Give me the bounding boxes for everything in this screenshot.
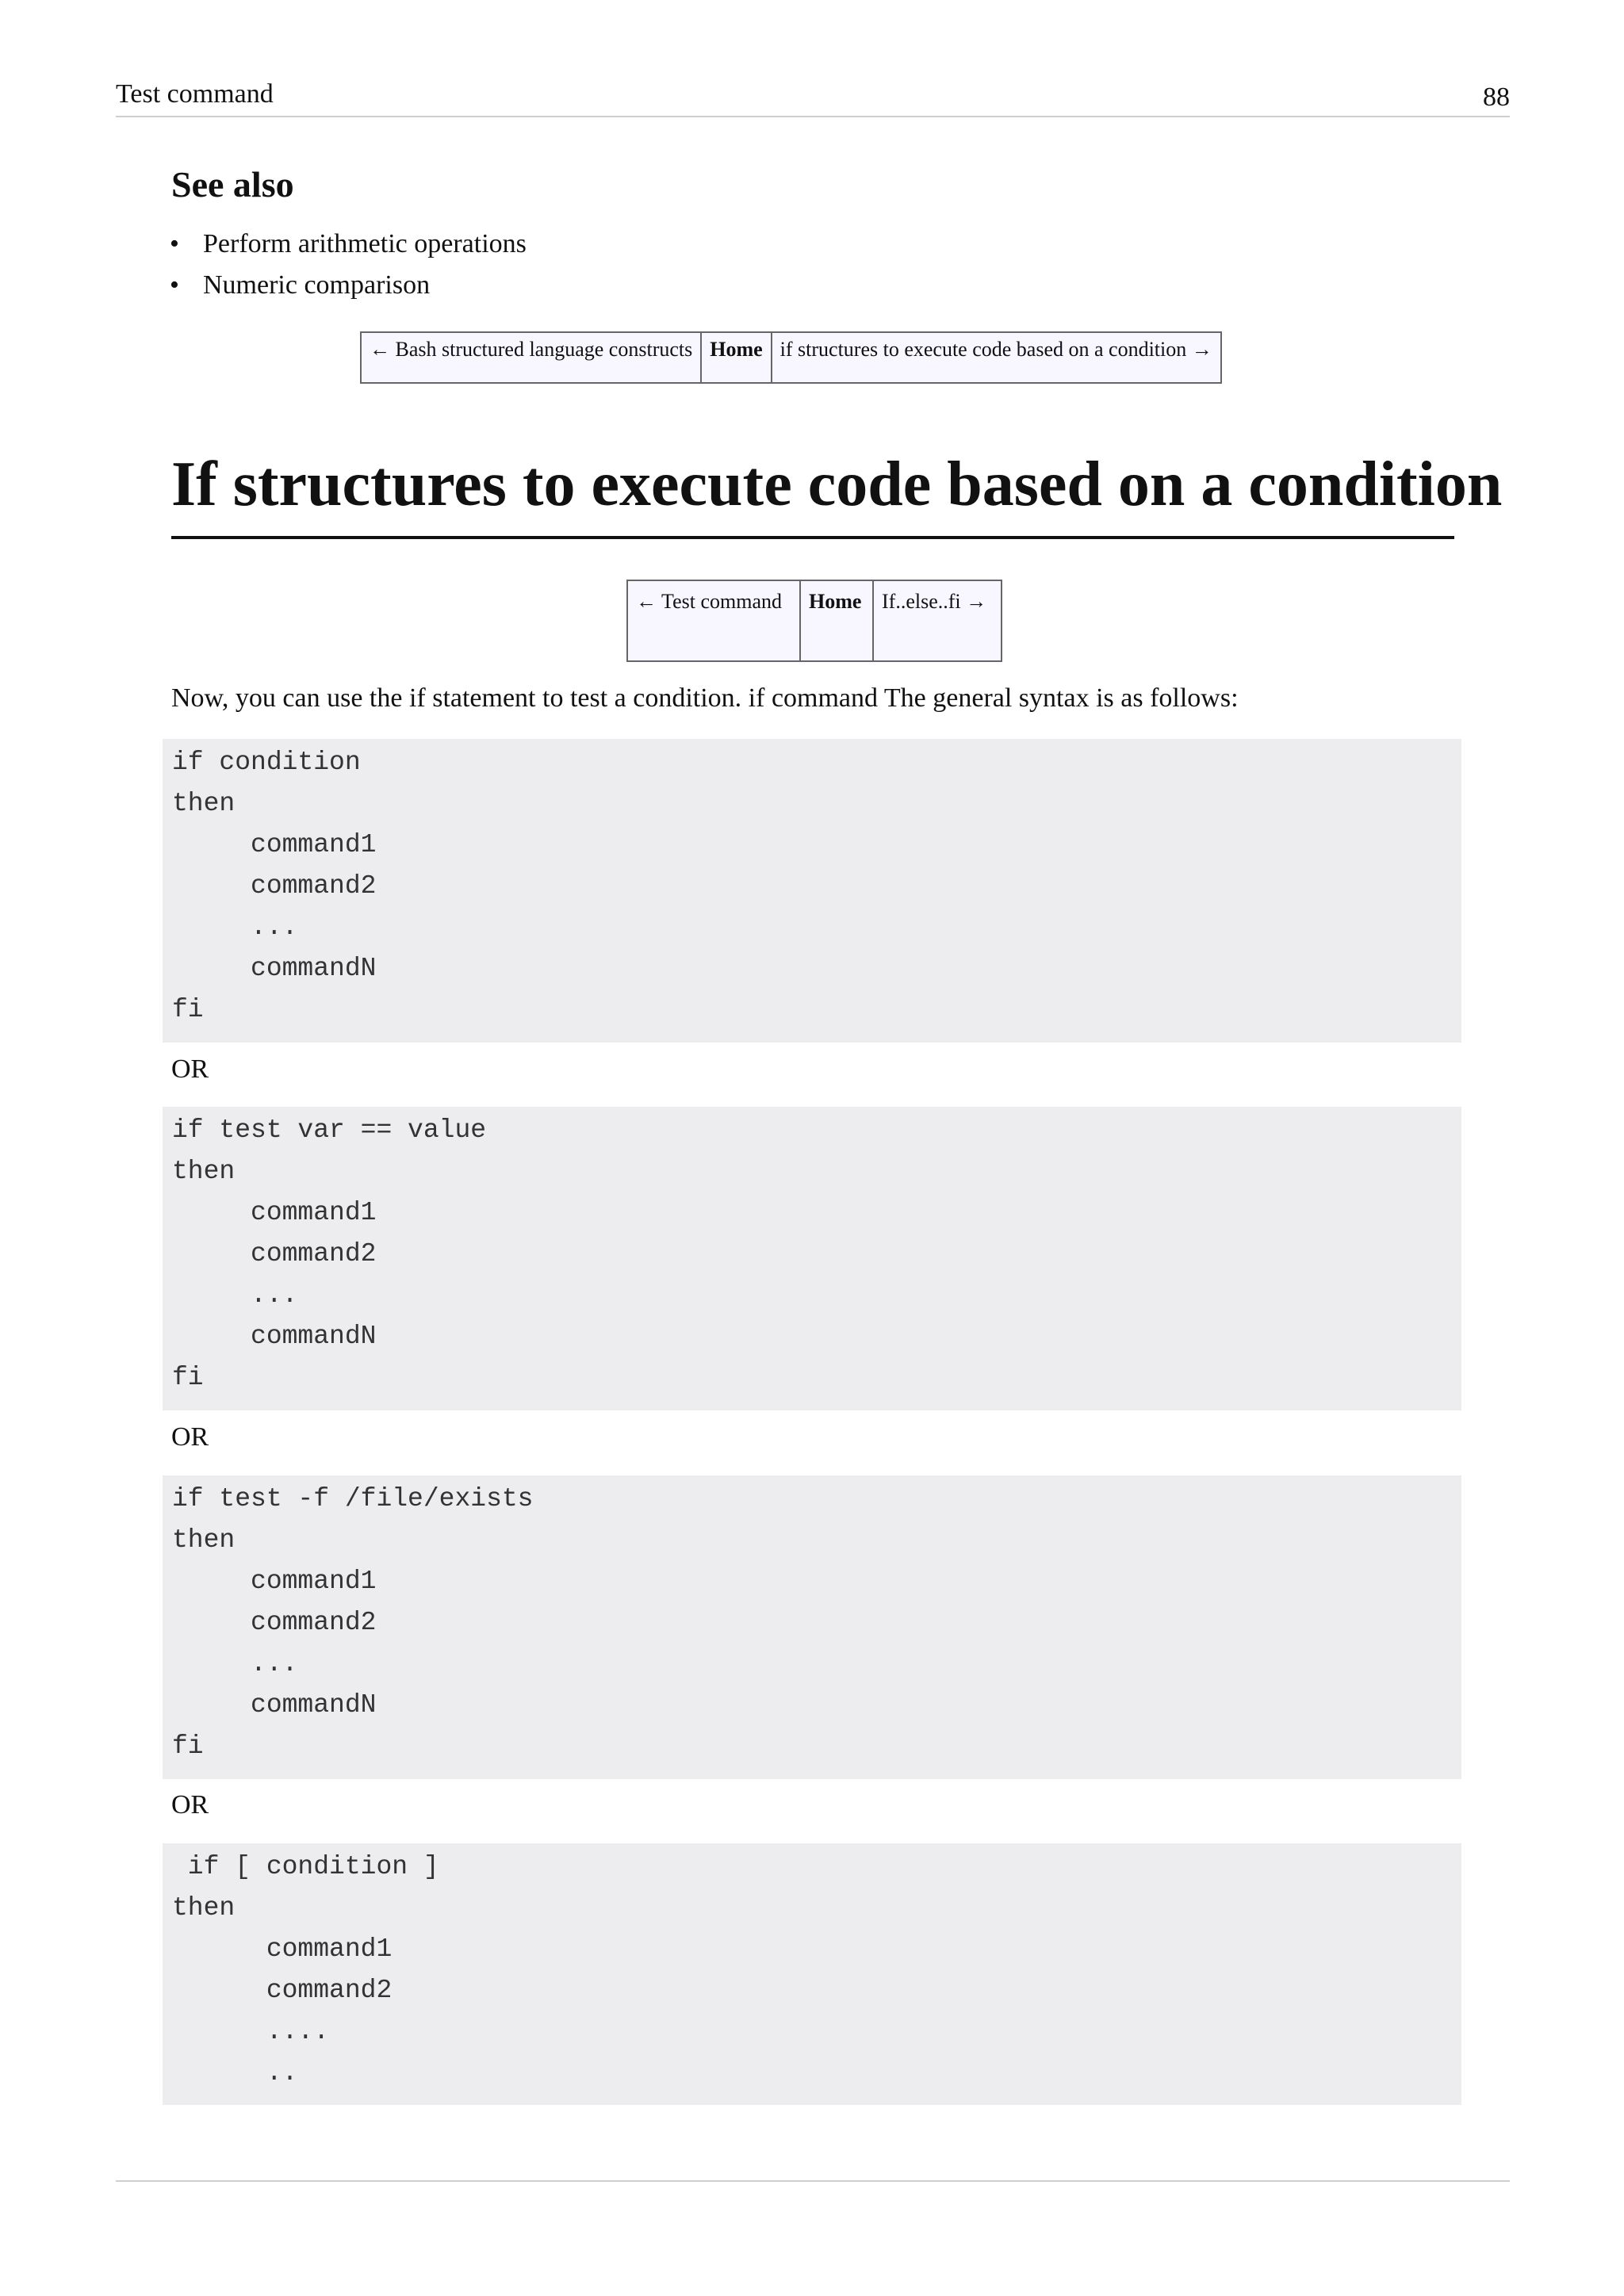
code-block-if-test-var — [163, 1107, 1461, 1410]
code-line: ... — [172, 1280, 298, 1310]
section-nav-home-link[interactable]: Home — [800, 580, 873, 661]
code-line: if [ condition ] — [172, 1852, 439, 1881]
intro-paragraph: Now, you can use the if statement to test a condition. if command The general syntax is as follows: — [171, 683, 1239, 713]
section-nav-prev-link[interactable]: ← Test command — [627, 580, 800, 661]
nav-next-link[interactable]: if structures to execute code based on a condition → — [772, 332, 1221, 383]
see-also-heading: See also — [171, 164, 294, 205]
section-nav-next-link[interactable]: If..else..fi → — [873, 580, 1002, 661]
code-line: ... — [172, 1649, 298, 1678]
code-line: command1 — [172, 830, 377, 859]
chapter-nav-table — [360, 331, 1222, 384]
code-line: commandN — [172, 954, 377, 983]
code-line: command2 — [172, 1608, 377, 1637]
code-line: fi — [172, 1732, 204, 1761]
code-line: command1 — [172, 1567, 377, 1596]
code-line: if test var == value — [172, 1115, 487, 1145]
page-header — [116, 76, 1510, 117]
code-line: .... — [172, 2017, 330, 2046]
or-separator: OR — [171, 1054, 209, 1084]
code-line: if condition — [172, 748, 361, 777]
running-title: Test command — [116, 79, 274, 109]
code-line: command1 — [172, 1934, 393, 1964]
footer-rule — [116, 2180, 1510, 2182]
code-line: ... — [172, 913, 298, 942]
code-block-if-test-file — [163, 1475, 1461, 1779]
code-line: fi — [172, 1363, 204, 1392]
or-separator: OR — [171, 1422, 209, 1452]
page-number: 88 — [1483, 82, 1510, 112]
page-title: If structures to execute code based on a condition — [171, 442, 1454, 539]
code-block-if-bracket — [163, 1843, 1461, 2105]
code-line: commandN — [172, 1322, 377, 1351]
code-line: then — [172, 1157, 236, 1186]
section-nav-table — [626, 580, 1002, 662]
code-line: command2 — [172, 871, 377, 901]
code-line: commandN — [172, 1690, 377, 1720]
nav-home-link[interactable]: Home — [701, 332, 771, 383]
code-line: .. — [172, 2058, 298, 2087]
code-line: fi — [172, 995, 204, 1024]
or-separator: OR — [171, 1790, 209, 1820]
code-line: if test -f /file/exists — [172, 1484, 534, 1513]
code-line: then — [172, 1525, 236, 1555]
code-line: command2 — [172, 1239, 377, 1269]
code-line: command1 — [172, 1198, 377, 1227]
code-line: then — [172, 1893, 236, 1923]
see-also-link-arithmetic[interactable]: • Perform arithmetic operations — [170, 224, 527, 265]
code-line: command2 — [172, 1976, 393, 2005]
see-also-link-numeric-comparison[interactable]: • Numeric comparison — [170, 265, 527, 306]
nav-prev-link[interactable]: ← Bash structured language constructs — [361, 332, 701, 383]
see-also-list — [170, 224, 527, 306]
code-line: then — [172, 789, 236, 818]
code-block-if-condition — [163, 739, 1461, 1043]
